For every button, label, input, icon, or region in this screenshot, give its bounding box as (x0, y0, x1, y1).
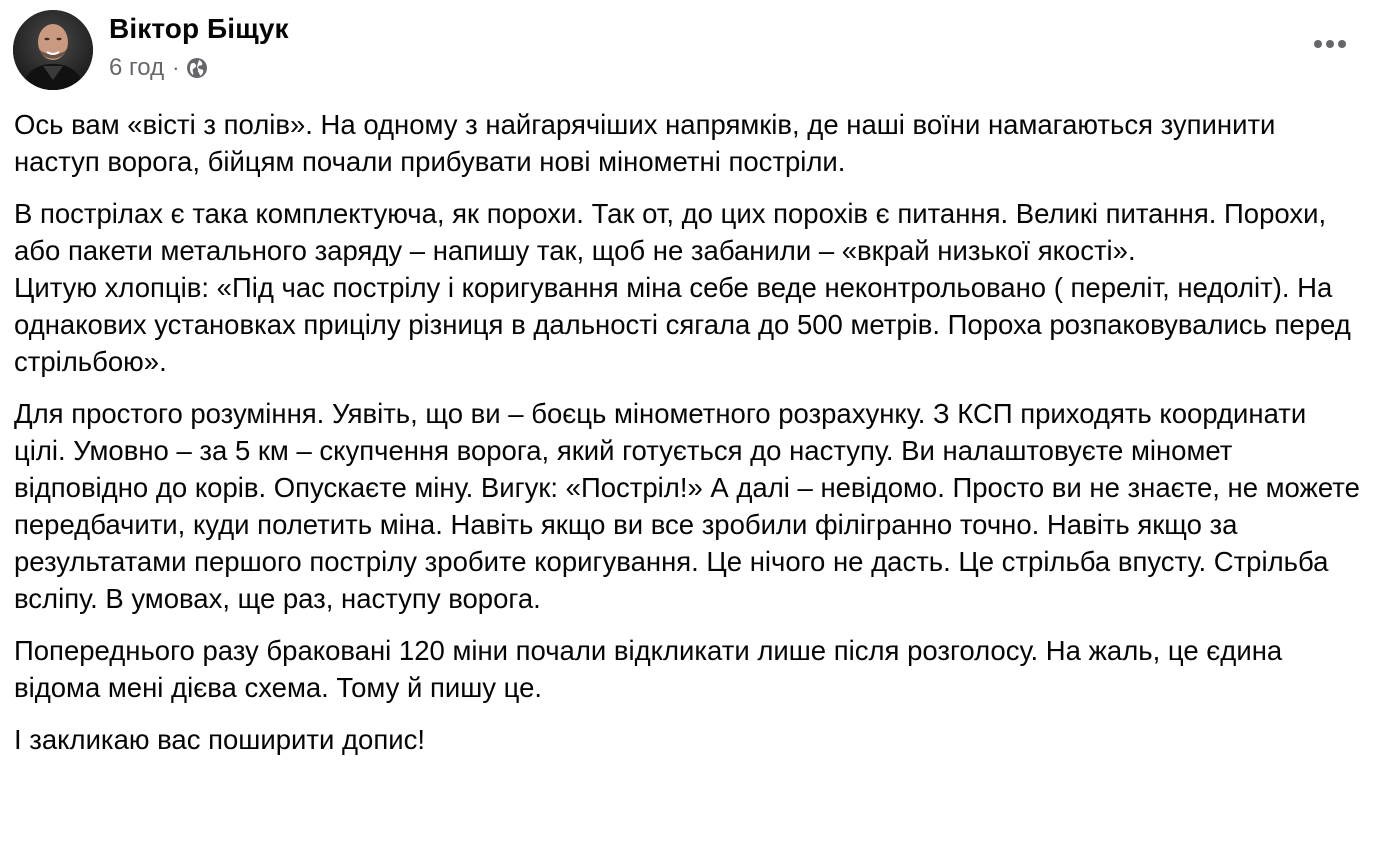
globe-icon[interactable] (185, 56, 209, 80)
post-paragraph-4: Для простого розуміння. Уявіть, що ви – боєць мінометного розрахунку. З КСП приходять координати цілі. Умовно – за 5 км – скупчення ворога, який готується до наступу. Ви налаштовуєте міномет відповідно до корів. Опускаєте міну. Вигук: «Постріл!» А далі – невідомо. Просто ви не знаєте, не можете передбачити, куди полетить міна. Навіть якщо ви все зробили філігранно точно. Навіть якщо за результатами першого пострілу зробите коригування. Це нічого не дасть. Це стрільба впусту. Стрільба всліпу. В умовах, ще раз, наступу ворога. (14, 398, 1360, 614)
post-paragraph-1: Ось вам «вісті з полів». На одному з найгарячіших напрямків, де наші воїни намагаються зупинити наступ ворога, бійцям почали прибувати нові мінометні постріли. (14, 109, 1276, 177)
post-paragraph-3: Цитую хлопців: «Під час пострілу і коригування міна себе веде неконтрольовано ( переліт, недоліт). На однакових установках прицілу різниця в дальності сягала до 500 метрів. Пороха розпаковувались перед стрільбою». (14, 272, 1351, 377)
post-paragraph-6: І закликаю вас поширити допис! (14, 724, 425, 755)
more-horizontal-icon (1313, 39, 1347, 49)
avatar-photo (13, 10, 93, 90)
post-meta (109, 12, 289, 82)
post-header (13, 10, 289, 90)
post-paragraph-5: Попереднього разу браковані 120 міни почали відкликати лише після розголосу. На жаль, це єдина відома мені дієва схема. Тому й пишу це. (14, 635, 1283, 703)
post-subline (109, 54, 289, 82)
post-paragraph-2: В пострілах є така комплектуюча, як порохи. Так от, до цих порохів є питання. Великі питання. Порохи, або пакети метального заряду – напишу так, щоб не забанили – «вкрай низької якості». (14, 198, 1327, 266)
avatar[interactable] (13, 10, 93, 90)
post-text (14, 106, 1364, 773)
more-options-button[interactable] (1310, 28, 1350, 60)
separator: · (172, 55, 180, 80)
author-name[interactable]: Віктор Біщук (109, 13, 289, 44)
post-time[interactable]: 6 год (109, 54, 165, 81)
